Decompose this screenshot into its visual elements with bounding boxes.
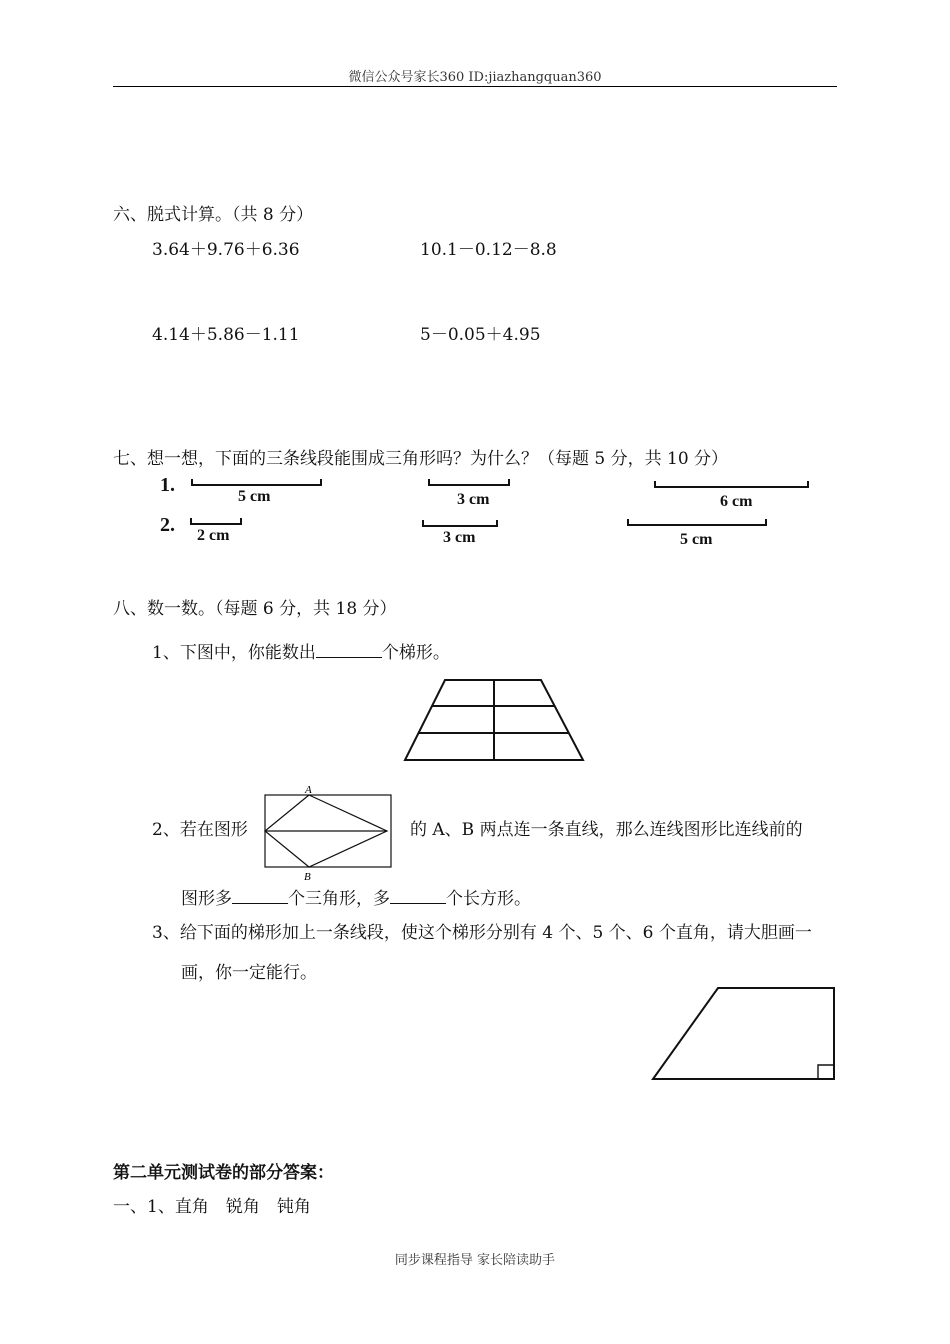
answer-blank-2b[interactable] (390, 886, 446, 904)
segment-2b-label: 3 cm (443, 529, 476, 546)
trapezoid-grid-figure (403, 678, 585, 762)
page-footer: 同步课程指导 家长陪读助手 (394, 1253, 556, 1268)
answer-blank-1[interactable] (316, 640, 382, 658)
question-1-pre: 1、下图中，你能数出 (152, 643, 316, 663)
question-2-post: 的 A、B 两点连一条直线，那么连线图形比连线前的 (410, 820, 803, 840)
question-2-line2-pre: 图形多 (181, 889, 232, 909)
section-8-title: 八、数一数。（每题 6 分，共 18 分） (113, 599, 397, 619)
answers-title: 第二单元测试卷的部分答案： (113, 1163, 334, 1183)
rectangle-rhombus-figure (262, 782, 394, 884)
point-a-label: A (305, 784, 312, 796)
segment-1a-label: 5 cm (238, 488, 271, 505)
segment-2b (422, 520, 498, 527)
segment-1b-label: 3 cm (457, 491, 490, 508)
expression-4: 5－0.05＋4.95 (420, 325, 541, 345)
row-1-number: 1. (160, 474, 175, 496)
expression-2: 10.1－0.12－8.8 (420, 240, 557, 260)
question-2-pre: 2、若在图形 (152, 820, 248, 840)
segment-2a (190, 518, 242, 525)
point-b-label: B (304, 871, 311, 883)
segment-2c-label: 5 cm (680, 531, 713, 548)
question-2-line2-mid: 个三角形，多 (288, 889, 390, 909)
segment-1a (191, 479, 322, 486)
question-1 (152, 638, 450, 663)
page-header: 微信公众号家长360 ID:jiazhangquan360 (348, 70, 602, 85)
segment-2c (627, 519, 767, 526)
segment-1c (654, 481, 809, 488)
expression-1: 3.64＋9.76＋6.36 (152, 240, 300, 260)
answers-line-1: 一、1、直角 锐角 钝角 (113, 1197, 311, 1217)
segment-1b (428, 479, 510, 486)
right-angle-mark (818, 1065, 834, 1079)
segment-2a-label: 2 cm (197, 527, 230, 544)
right-trapezoid-figure (650, 985, 838, 1083)
section-6-title: 六、脱式计算。（共 8 分） (113, 205, 314, 225)
answer-blank-2a[interactable] (232, 886, 288, 904)
question-3-line-2: 画，你一定能行。 (181, 963, 317, 983)
row-2-number: 2. (160, 514, 175, 536)
question-3-line-1: 3、给下面的梯形加上一条线段，使这个梯形分别有 4 个、5 个、6 个直角，请大胆画一 (152, 923, 812, 943)
expression-3: 4.14＋5.86－1.11 (152, 325, 300, 345)
right-trapezoid-outline (653, 988, 834, 1079)
section-7-title: 七、想一想，下面的三条线段能围成三角形吗？为什么？（每题 5 分，共 10 分） (113, 449, 729, 469)
segment-1c-label: 6 cm (720, 493, 753, 510)
question-2-line-2 (181, 884, 531, 909)
question-1-post: 个梯形。 (381, 643, 450, 663)
question-2-line2-post: 个长方形。 (446, 889, 531, 909)
header-rule (113, 86, 837, 87)
